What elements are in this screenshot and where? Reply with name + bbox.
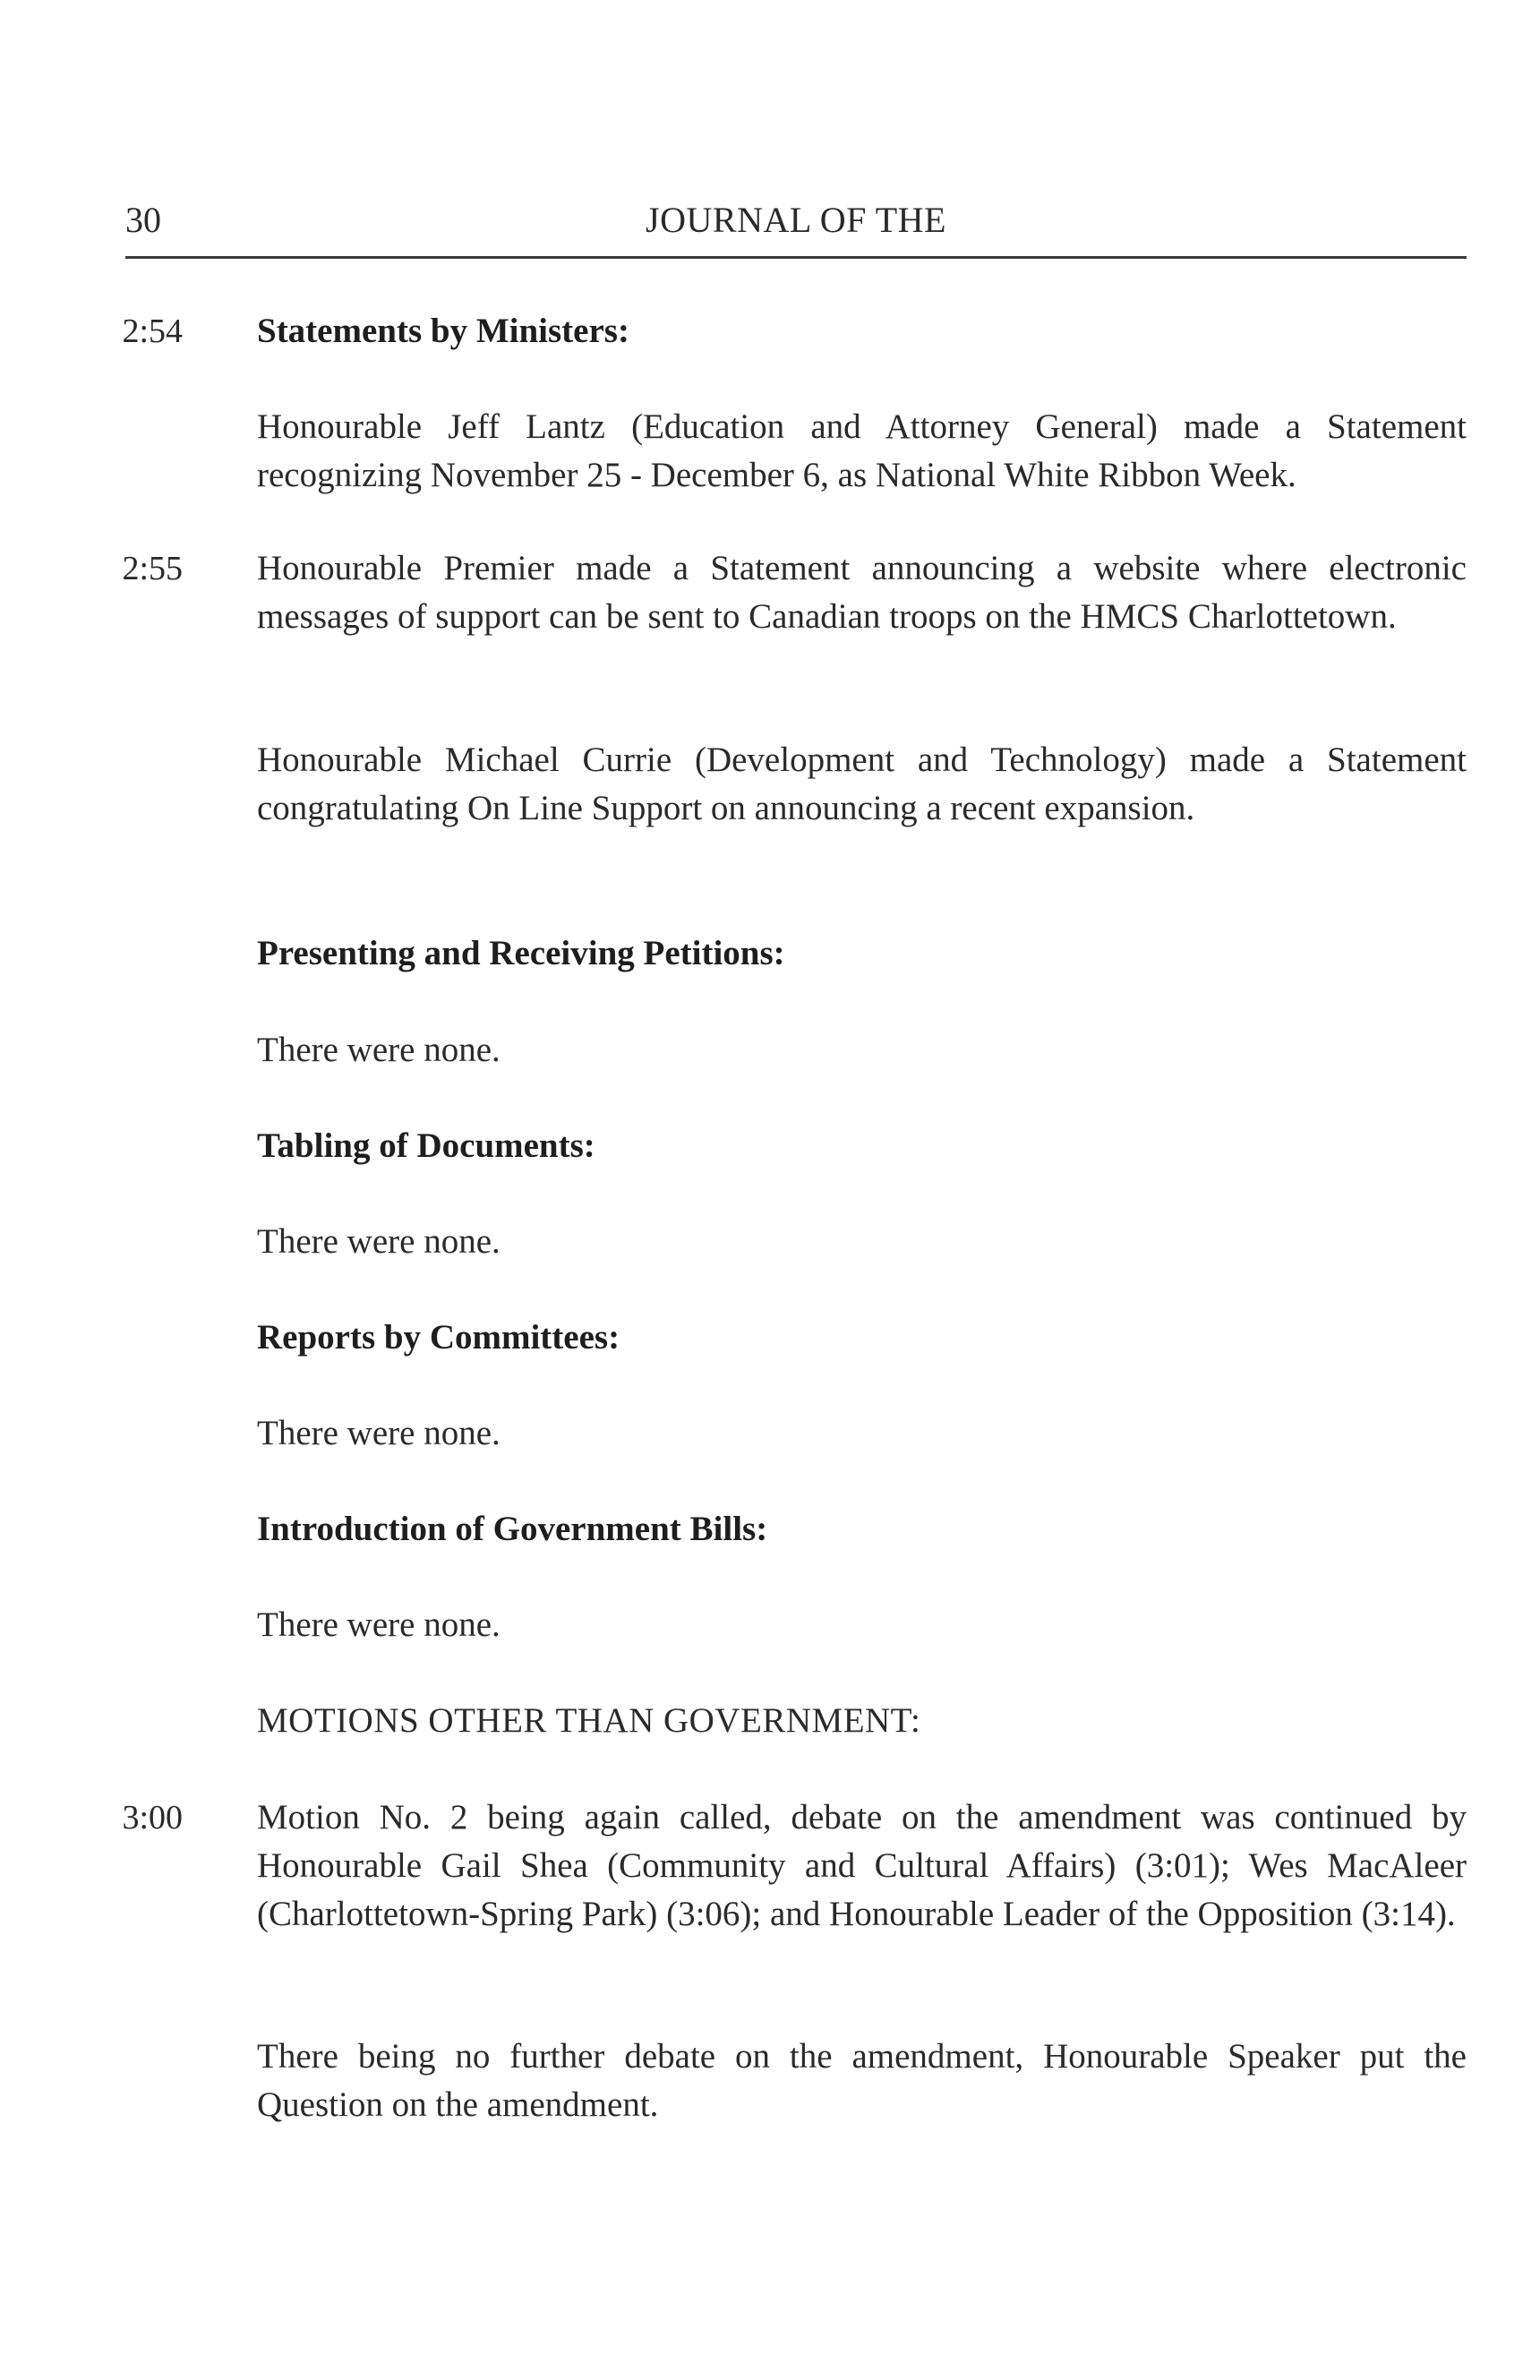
- paragraph: There were none.: [257, 1031, 500, 1069]
- section-heading: Tabling of Documents:: [257, 1126, 595, 1165]
- section-heading: Introduction of Government Bills:: [257, 1510, 768, 1548]
- section-heading: Presenting and Receiving Petitions:: [257, 934, 785, 972]
- section-heading: Reports by Committees:: [257, 1318, 620, 1357]
- timestamp: 3:00: [122, 1799, 183, 1836]
- timestamp: 2:55: [122, 550, 183, 587]
- page-header: [125, 202, 1467, 259]
- section-heading-caps: MOTIONS OTHER THAN GOVERNMENT:: [257, 1701, 921, 1740]
- paragraph: Honourable Premier made a Statement announcing a website where electronic messages of support can be sent to Canadian troops on the HMCS Charlottetown.: [257, 549, 1467, 636]
- paragraph: There were none.: [257, 1414, 500, 1452]
- paragraph: Motion No. 2 being again called, debate on the amendment was continued by Honourable Gail Shea (Community and Cultural Affairs) (3:01); Wes MacAleer (Charlottetown-Spring Park) (3:06); and Honourable Leader of the Opposition (3:14).: [257, 1798, 1467, 1933]
- section-heading: Statements by Ministers:: [257, 312, 629, 350]
- paragraph: Honourable Michael Currie (Development and Technology) made a Statement congratulating On Line Support on announcing a recent expansion.: [257, 741, 1467, 827]
- page-number: 30: [125, 200, 161, 240]
- paragraph: Honourable Jeff Lantz (Education and Attorney General) made a Statement recognizing November 25 - December 6, as National White Ribbon Week.: [257, 407, 1467, 494]
- timestamp: 2:54: [122, 312, 183, 350]
- paragraph: There being no further debate on the amendment, Honourable Speaker put the Question on the amendment.: [257, 2037, 1467, 2124]
- running-head: JOURNAL OF THE: [646, 200, 946, 240]
- paragraph: There were none.: [257, 1222, 500, 1261]
- paragraph: There were none.: [257, 1605, 500, 1644]
